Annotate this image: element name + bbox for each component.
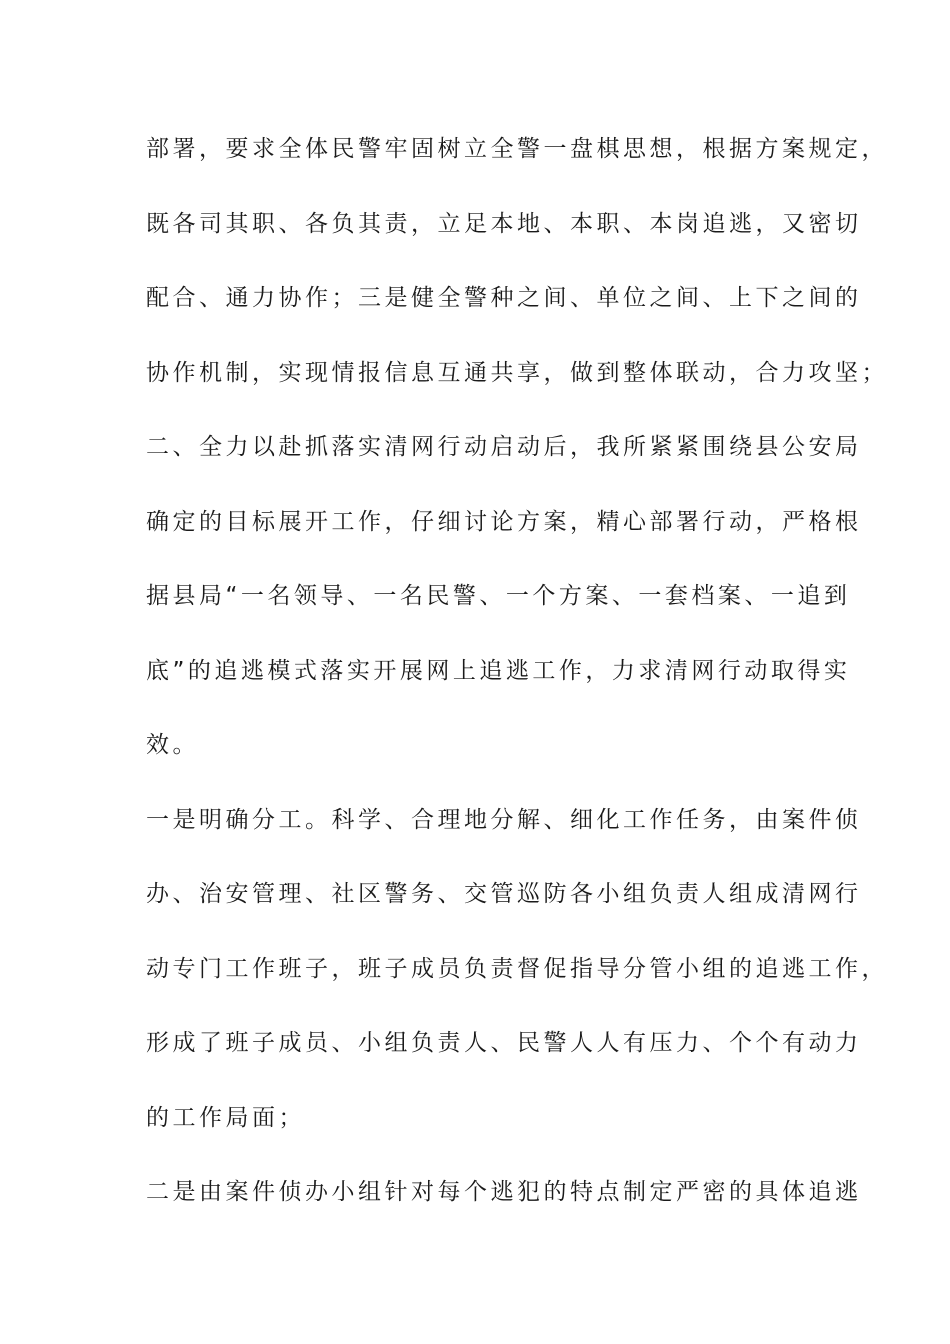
text-line: 二、全力以赴抓落实清网行动启动后，我所紧紧围绕县公安局 xyxy=(146,434,862,460)
text-line: 据县局“一名领导、一名民警、一个方案、一套档案、一追到 xyxy=(146,583,851,609)
text-line: 既各司其职、各负其责，立足本地、本职、本岗追逃，又密切 xyxy=(146,210,862,237)
text-line: 部署，要求全体民警牢固树立全警一盘棋思想，根据方案规定， xyxy=(146,136,888,162)
text-line: 配合、通力协作；三是健全警种之间、单位之间、上下之间的 xyxy=(146,285,862,311)
text-line: 确定的目标展开工作，仔细讨论方案，精心部署行动，严格根 xyxy=(146,508,862,535)
text-line: 形成了班子成员、小组负责人、民警人人有压力、个个有动力 xyxy=(146,1030,862,1056)
text-line: 底”的追逃模式落实开展网上追逃工作，力求清网行动取得实 xyxy=(146,657,851,684)
text-line: 的工作局面； xyxy=(146,1104,305,1131)
document-body xyxy=(146,131,888,1249)
text-line: 协作机制，实现情报信息互通共享，做到整体联动，合力攻坚； xyxy=(146,359,888,386)
text-line: 办、治安管理、社区警务、交管巡防各小组负责人组成清网行 xyxy=(146,881,862,907)
text-line: 效。 xyxy=(146,732,199,758)
text-line: 动专门工作班子，班子成员负责督促指导分管小组的追逃工作， xyxy=(146,955,888,982)
text-line: 一是明确分工。科学、合理地分解、细化工作任务，由案件侦 xyxy=(146,806,862,833)
text-line: 二是由案件侦办小组针对每个逃犯的特点制定严密的具体追逃 xyxy=(146,1179,862,1205)
